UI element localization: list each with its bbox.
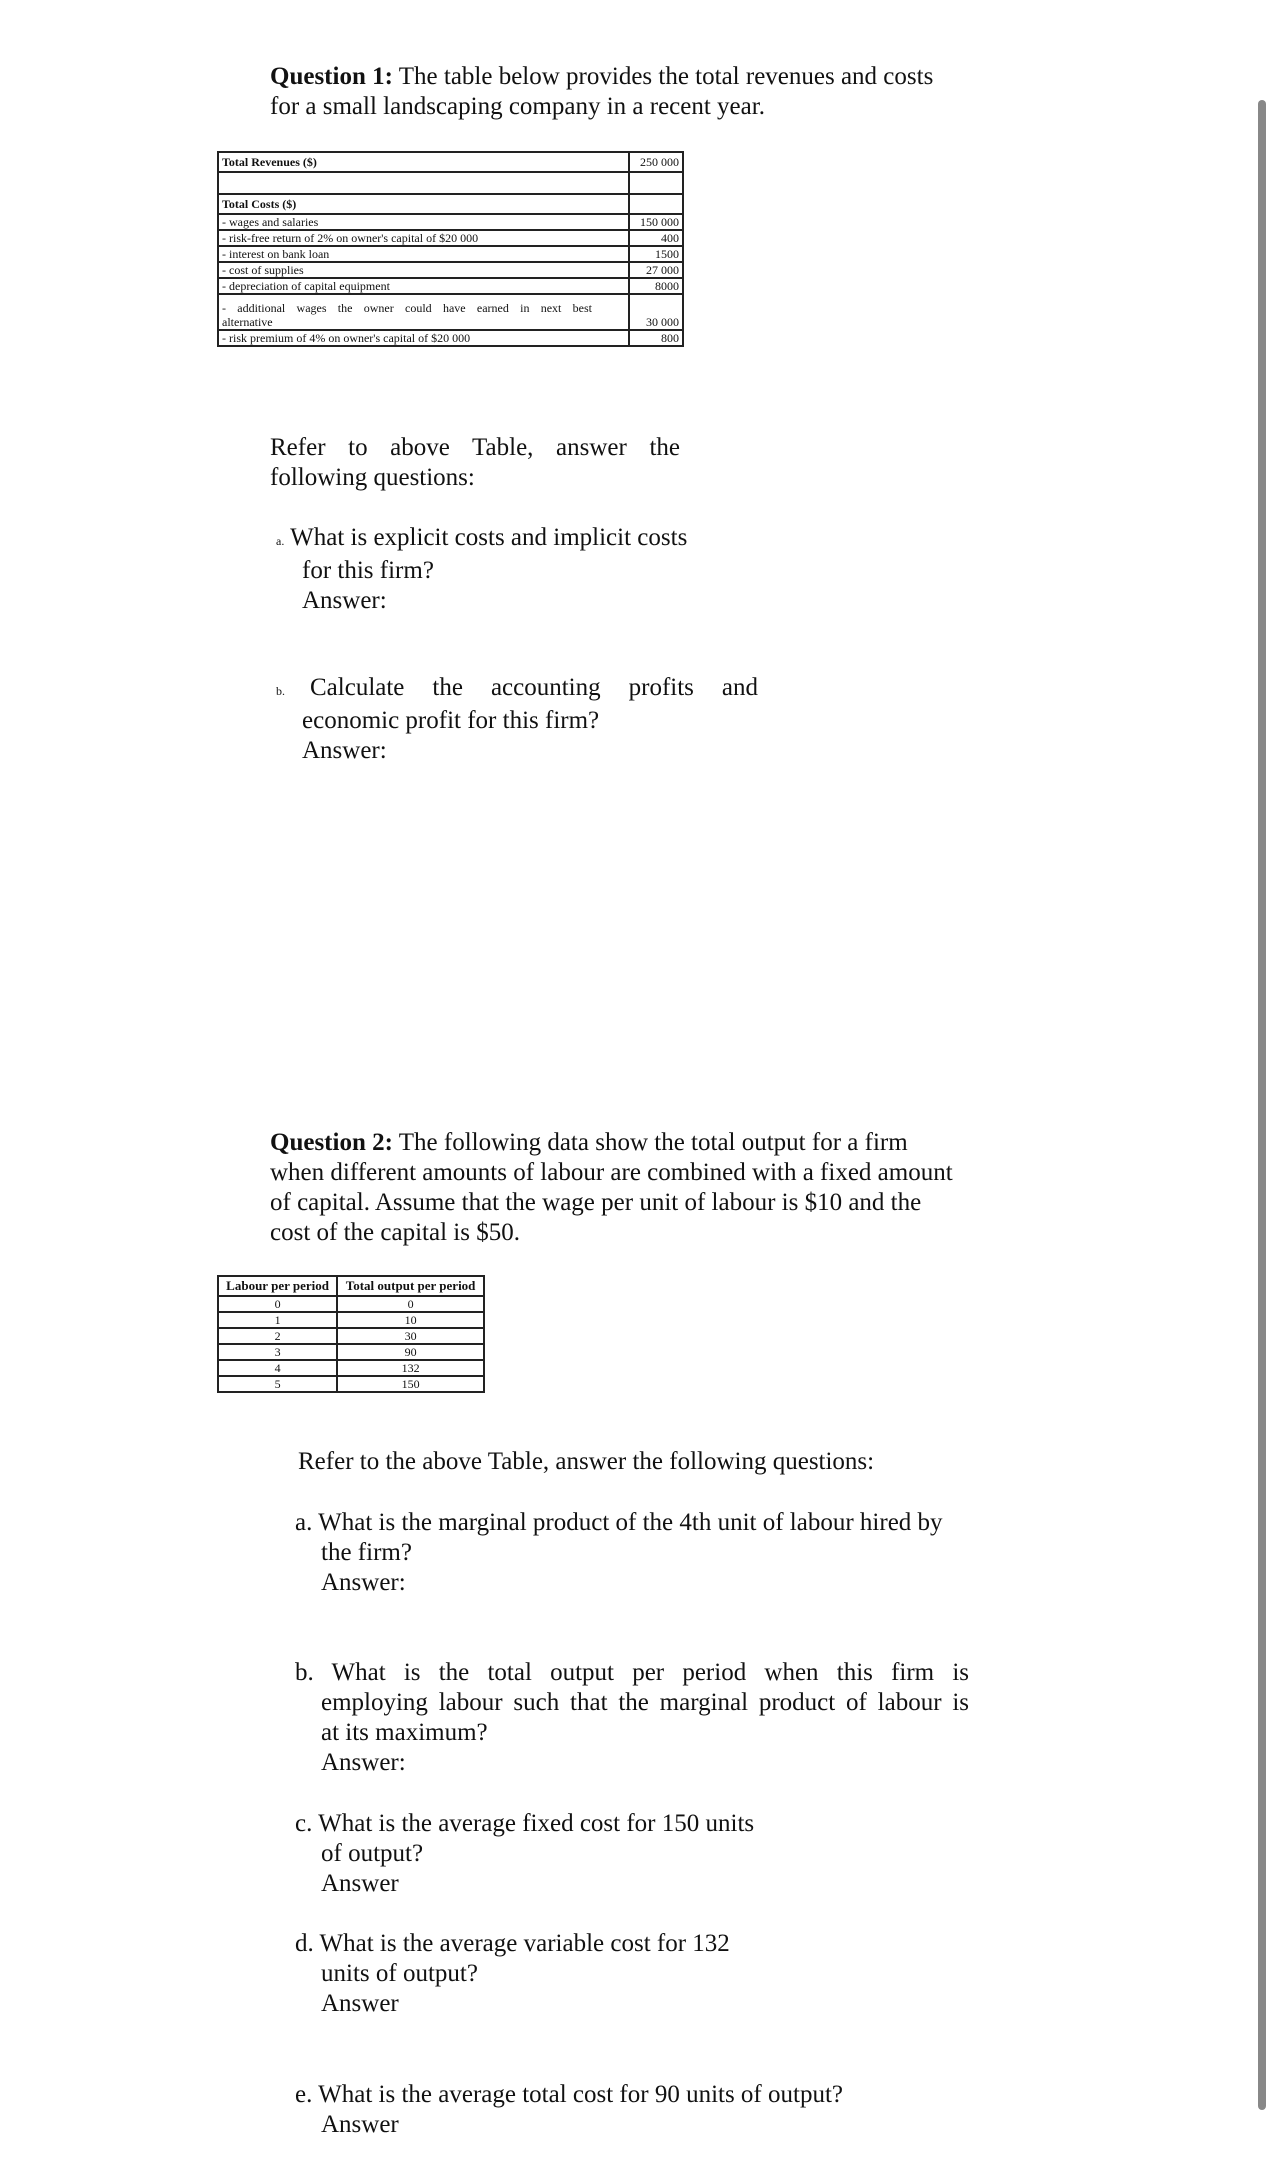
q2-c-line2: of output? bbox=[321, 1840, 424, 1867]
q2-b-line1: b. What is the total output per period when this firm is bbox=[295, 1659, 969, 1686]
q2-c-answer: Answer bbox=[321, 1870, 399, 1897]
q2-title-bold: Question 2: bbox=[270, 1129, 393, 1156]
q1-question-a bbox=[276, 523, 731, 616]
table-row bbox=[218, 172, 683, 194]
table-row bbox=[218, 1312, 484, 1328]
labour-cell: 1 bbox=[218, 1312, 337, 1328]
cost-value: 8000 bbox=[629, 278, 683, 294]
output-cell: 0 bbox=[337, 1296, 484, 1312]
cost-value: 800 bbox=[629, 330, 683, 346]
q1-a-line1: What is explicit costs and implicit costs bbox=[290, 524, 688, 551]
total-revenues-label: Total Revenues ($) bbox=[218, 152, 629, 172]
labour-cell: 5 bbox=[218, 1376, 337, 1392]
q2-line2: when different amounts of labour are combined with a fixed amount bbox=[270, 1159, 953, 1186]
table-row bbox=[218, 1376, 484, 1392]
q2-question-e bbox=[295, 2080, 995, 2140]
table-row bbox=[218, 262, 683, 278]
cost-value: 150 000 bbox=[629, 214, 683, 230]
q1-title-rest: The table below provides the total revenues and costs bbox=[398, 63, 934, 90]
table-row bbox=[218, 1328, 484, 1344]
output-cell: 132 bbox=[337, 1360, 484, 1376]
table-row bbox=[218, 194, 683, 214]
q2-e-line1: e. What is the average total cost for 90 units of output? bbox=[295, 2081, 843, 2108]
q1-refer bbox=[270, 433, 680, 493]
q2-output-table bbox=[217, 1275, 485, 1393]
q1-cost-table bbox=[217, 151, 684, 347]
cost-value: 27 000 bbox=[629, 262, 683, 278]
q1-refer-line2: following questions: bbox=[270, 464, 475, 491]
table-row bbox=[218, 1344, 484, 1360]
q2-question-a bbox=[295, 1508, 985, 1598]
q1-a-marker: a. bbox=[276, 534, 285, 548]
q2-b-line2: employing labour such that the marginal product of labour is bbox=[321, 1689, 969, 1716]
cost-label bbox=[218, 294, 629, 330]
q2-a-line2: the firm? bbox=[321, 1539, 412, 1566]
q1-title-bold: Question 1: bbox=[270, 63, 393, 90]
labour-cell: 4 bbox=[218, 1360, 337, 1376]
output-cell: 30 bbox=[337, 1328, 484, 1344]
q2-line1: The following data show the total output for a firm bbox=[398, 1129, 908, 1156]
q2-title bbox=[270, 1128, 982, 1248]
vertical-scrollbar[interactable] bbox=[1258, 100, 1266, 2110]
q1-b-marker: b. bbox=[276, 684, 285, 698]
table-header-row bbox=[218, 1276, 484, 1296]
q2-a-answer: Answer: bbox=[321, 1569, 406, 1596]
cost-label: - interest on bank loan bbox=[218, 246, 629, 262]
cost-label: - risk-free return of 2% on owner's capital of $20 000 bbox=[218, 230, 629, 246]
labour-cell: 2 bbox=[218, 1328, 337, 1344]
table-row bbox=[218, 330, 683, 346]
table-row bbox=[218, 230, 683, 246]
q2-refer: Refer to the above Table, answer the following questions: bbox=[298, 1448, 875, 1475]
q2-d-line2: units of output? bbox=[321, 1960, 478, 1987]
table-row bbox=[218, 152, 683, 172]
q2-b-answer: Answer: bbox=[321, 1749, 406, 1776]
q1-question-b bbox=[276, 673, 758, 766]
q2-e-answer: Answer bbox=[321, 2111, 399, 2138]
q2-d-answer: Answer bbox=[321, 1990, 399, 2017]
cost-value: 1500 bbox=[629, 246, 683, 262]
q1-b-line1: Calculate the accounting profits and bbox=[310, 674, 758, 701]
table-row bbox=[218, 278, 683, 294]
q2-line4: cost of the capital is $50. bbox=[270, 1219, 520, 1246]
cost-label-line1: - additional wages the owner could have earned in next best bbox=[222, 301, 592, 315]
cost-label: - depreciation of capital equipment bbox=[218, 278, 629, 294]
table-row bbox=[218, 246, 683, 262]
cost-label: - wages and salaries bbox=[218, 214, 629, 230]
labour-cell: 3 bbox=[218, 1344, 337, 1360]
output-cell: 10 bbox=[337, 1312, 484, 1328]
table-row bbox=[218, 294, 683, 330]
q2-line3: of capital. Assume that the wage per unit of labour is $10 and the bbox=[270, 1189, 922, 1216]
header-output: Total output per period bbox=[337, 1276, 484, 1296]
q1-title-line2: for a small landscaping company in a recent year. bbox=[270, 93, 765, 120]
table-row bbox=[218, 1296, 484, 1312]
q2-a-line1: a. What is the marginal product of the 4th unit of labour hired by bbox=[295, 1509, 943, 1536]
q2-b-line3: at its maximum? bbox=[321, 1719, 488, 1746]
total-revenues-value: 250 000 bbox=[629, 152, 683, 172]
table-row bbox=[218, 214, 683, 230]
q1-refer-line1: Refer to above Table, answer the bbox=[270, 434, 680, 461]
output-cell: 150 bbox=[337, 1376, 484, 1392]
labour-cell: 0 bbox=[218, 1296, 337, 1312]
table-row bbox=[218, 1360, 484, 1376]
q2-d-line1: d. What is the average variable cost for 132 bbox=[295, 1930, 730, 1957]
q1-b-answer: Answer: bbox=[302, 737, 387, 764]
q2-question-d bbox=[295, 1929, 795, 2019]
q2-question-b bbox=[295, 1658, 969, 1778]
output-cell: 90 bbox=[337, 1344, 484, 1360]
q2-question-c bbox=[295, 1809, 795, 1899]
q1-b-line2: economic profit for this firm? bbox=[302, 707, 600, 734]
cost-label: - cost of supplies bbox=[218, 262, 629, 278]
header-labour: Labour per period bbox=[218, 1276, 337, 1296]
cost-value: 400 bbox=[629, 230, 683, 246]
cost-value: 30 000 bbox=[629, 294, 683, 330]
cost-label: - risk premium of 4% on owner's capital of $20 000 bbox=[218, 330, 629, 346]
q2-c-line1: c. What is the average fixed cost for 150 units bbox=[295, 1810, 755, 1837]
q1-title bbox=[270, 62, 1010, 122]
q1-a-answer: Answer: bbox=[302, 587, 387, 614]
total-costs-label: Total Costs ($) bbox=[218, 194, 629, 214]
cost-label-line2: alternative bbox=[222, 315, 273, 329]
q1-a-line2: for this firm? bbox=[302, 557, 434, 584]
